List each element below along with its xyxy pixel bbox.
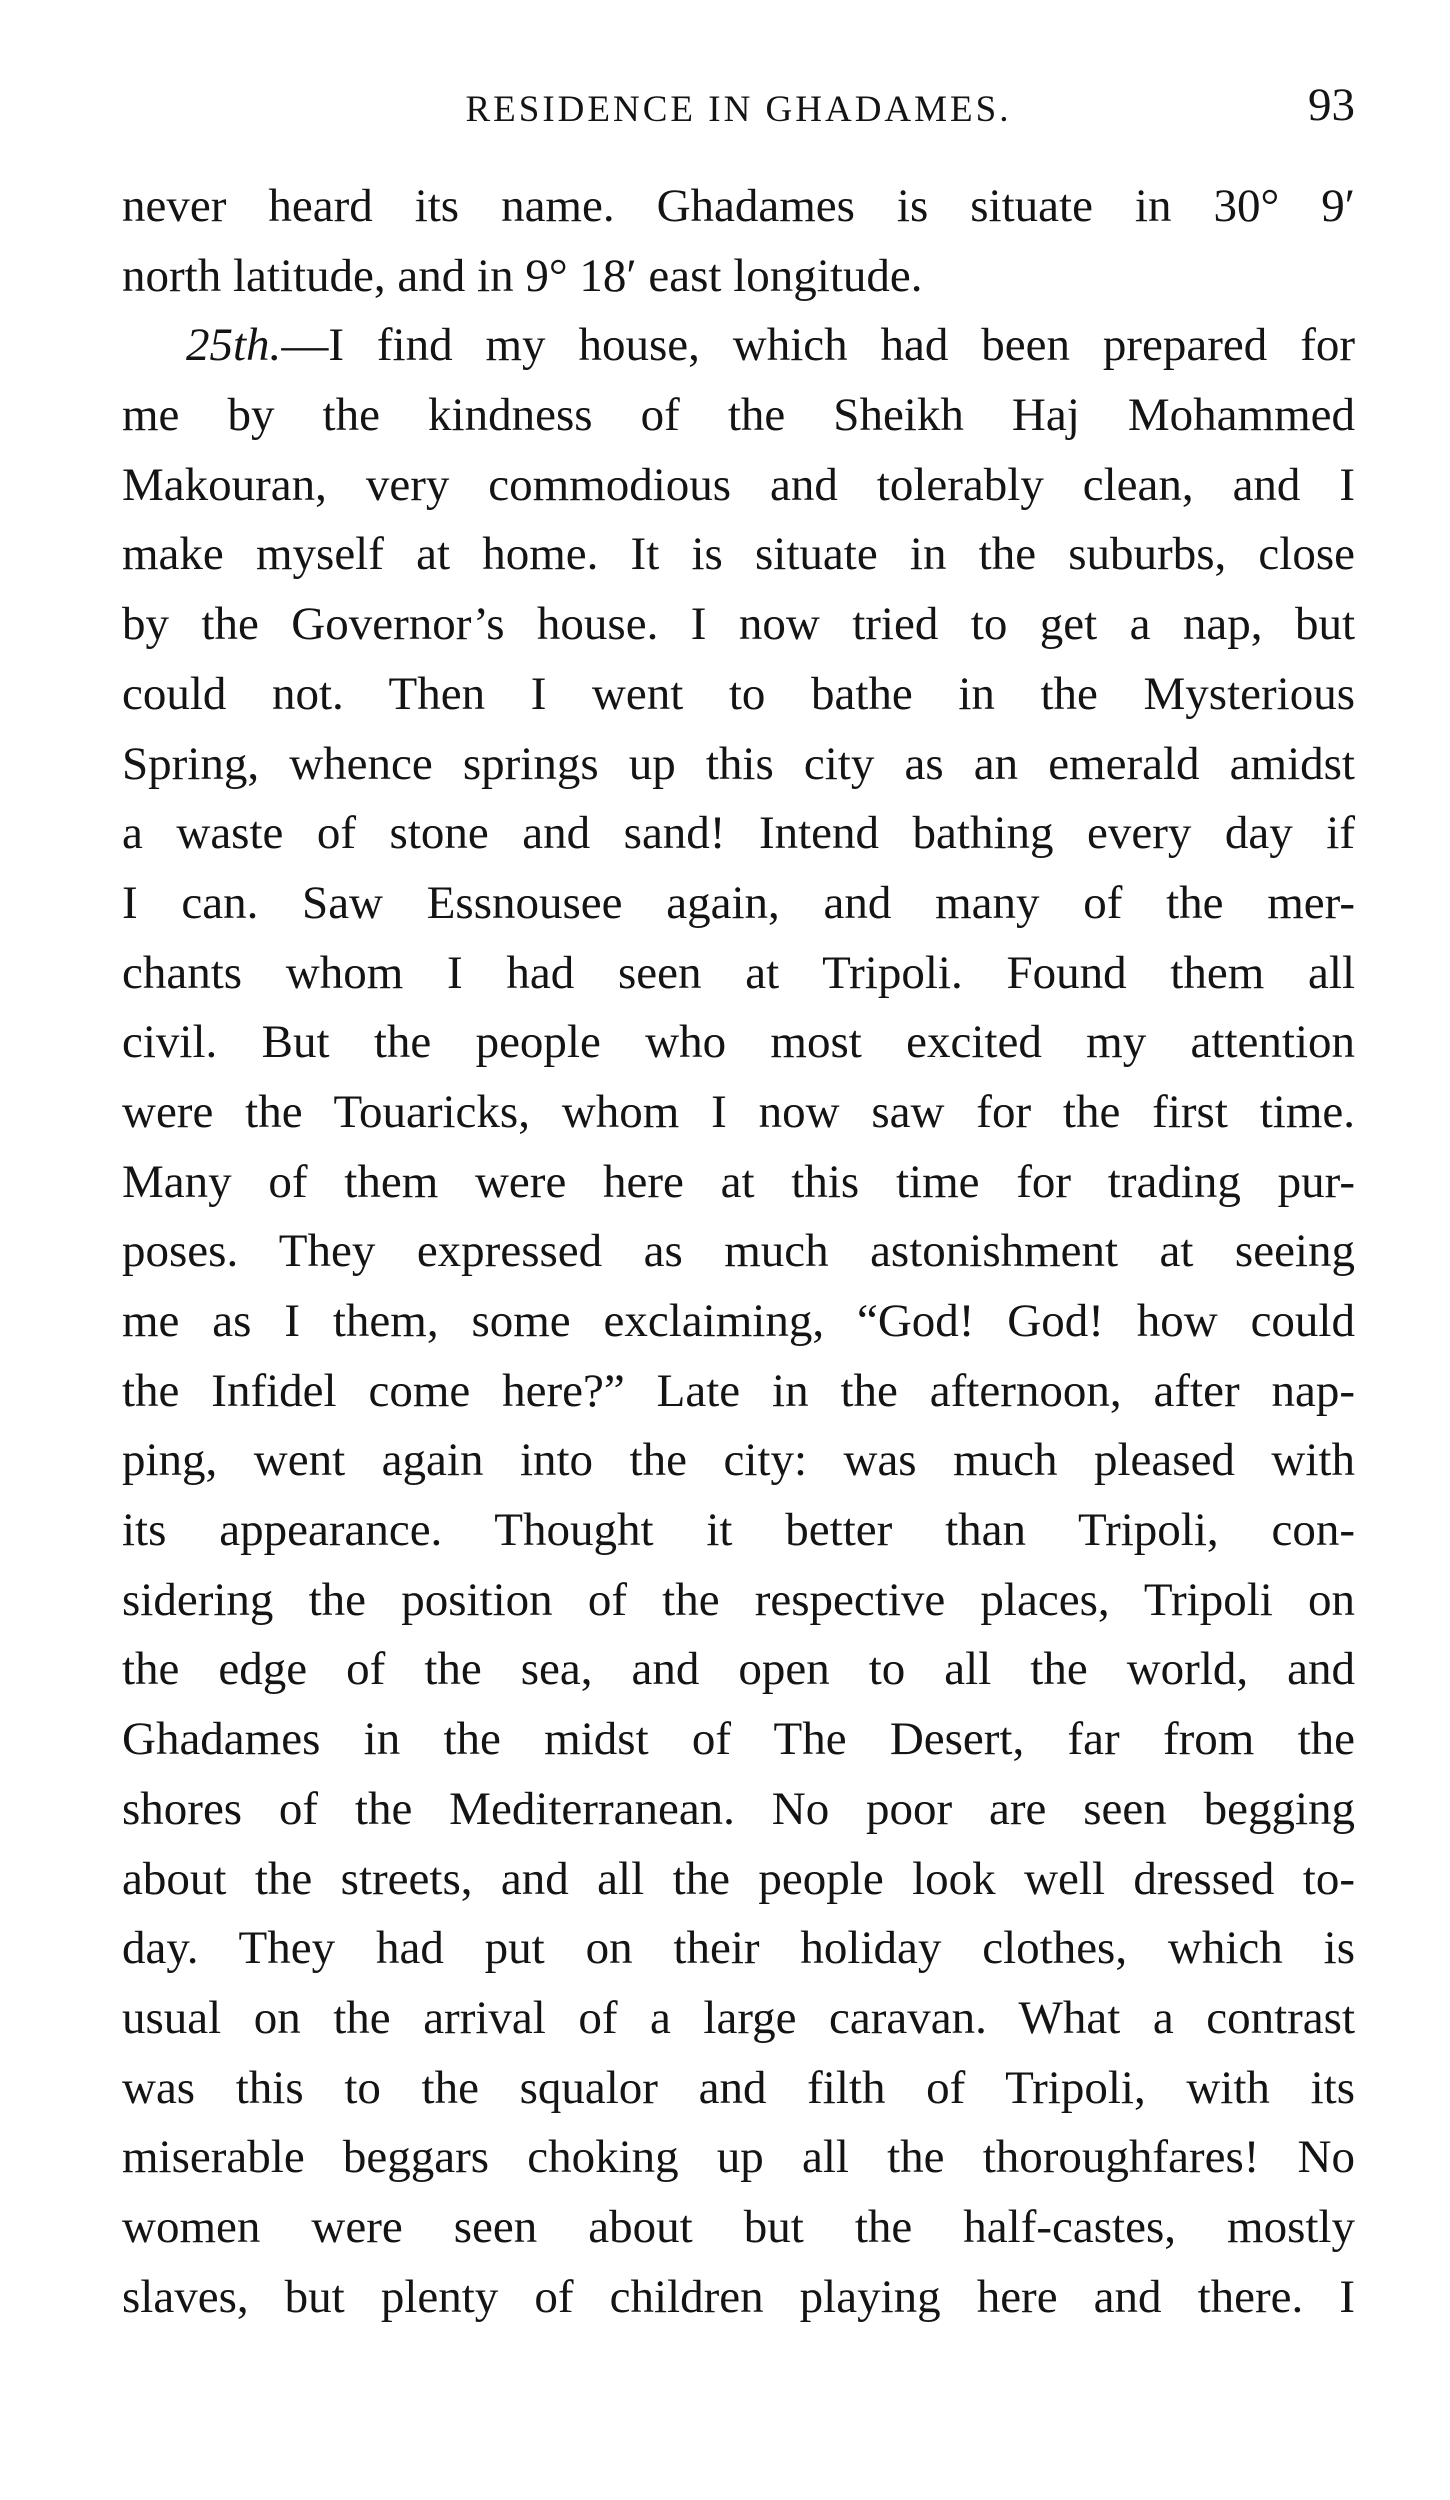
text-line: chants whom I had seen at Tripoli. Found them all <box>122 946 1355 999</box>
text-line: miserable beggars choking up all the thoroughfares! No <box>122 2131 1355 2184</box>
text-line: were the Touaricks, whom I now saw for the first time. <box>122 1085 1355 1138</box>
body-text <box>122 172 1355 2332</box>
text-line: Many of them were here at this time for trading pur- <box>122 1155 1355 1208</box>
text-line: ping, went again into the city: was much pleased with <box>122 1434 1355 1487</box>
text-line: me as I them, some exclaiming, “God! God! how could <box>122 1295 1355 1347</box>
text-line: Ghadames in the midst of The Desert, far from the <box>122 1713 1355 1766</box>
date-marker: 25th. <box>186 319 282 372</box>
text-line-remainder: —I find my house, which had been prepared for <box>281 319 1355 372</box>
text-line: a waste of stone and sand! Intend bathing every day if <box>122 807 1355 860</box>
page-number: 93 <box>1308 79 1355 131</box>
text-line: the edge of the sea, and open to all the world, and <box>122 1643 1355 1696</box>
running-head <box>122 78 1355 138</box>
running-title: RESIDENCE IN GHADAMES. <box>465 89 1012 130</box>
text-line: could not. Then I went to bathe in the Mysterious <box>122 667 1355 720</box>
text-line: civil. But the people who most excited my attention <box>122 1016 1355 1069</box>
text-line: women were seen about but the half-castes, mostly <box>122 2200 1355 2253</box>
text-line: sidering the position of the respective places, Tripoli on <box>122 1573 1355 1626</box>
text-line: poses. They expressed as much astonishment at seeing <box>122 1225 1355 1278</box>
text-line: never heard its name. Ghadames is situate in 30° 9′ <box>122 180 1355 232</box>
text-line: its appearance. Thought it better than Tripoli, con- <box>122 1504 1355 1557</box>
text-line: I can. Saw Essnousee again, and many of the mer- <box>122 876 1355 929</box>
text-line: by the Governor’s house. I now tried to get a nap, but <box>122 598 1355 651</box>
text-line: make myself at home. It is situate in the suburbs, close <box>122 528 1355 581</box>
text-line: shores of the Mediterranean. No poor are seen begging <box>122 1782 1355 1835</box>
text-line: usual on the arrival of a large caravan. What a contrast <box>122 1991 1355 2044</box>
text-line: me by the kindness of the Sheikh Haj Mohammed <box>122 389 1355 442</box>
text-line: slaves, but plenty of children playing here and there. I <box>122 2270 1355 2323</box>
text-line: day. They had put on their holiday clothes, which is <box>122 1922 1355 1975</box>
text-line: north latitude, and in 9° 18′ east longitude. <box>122 249 923 302</box>
text-line: the Infidel come here?” Late in the afternoon, after nap- <box>122 1364 1355 1417</box>
text-line: Spring, whence springs up this city as an emerald amidst <box>122 737 1355 790</box>
text-line-paragraph-start <box>122 311 1355 381</box>
text-line: was this to the squalor and filth of Tripoli, with its <box>122 2061 1355 2114</box>
text-line: Makouran, very commodious and tolerably clean, and I <box>122 458 1355 511</box>
text-line: about the streets, and all the people look well dressed to- <box>122 1852 1355 1905</box>
